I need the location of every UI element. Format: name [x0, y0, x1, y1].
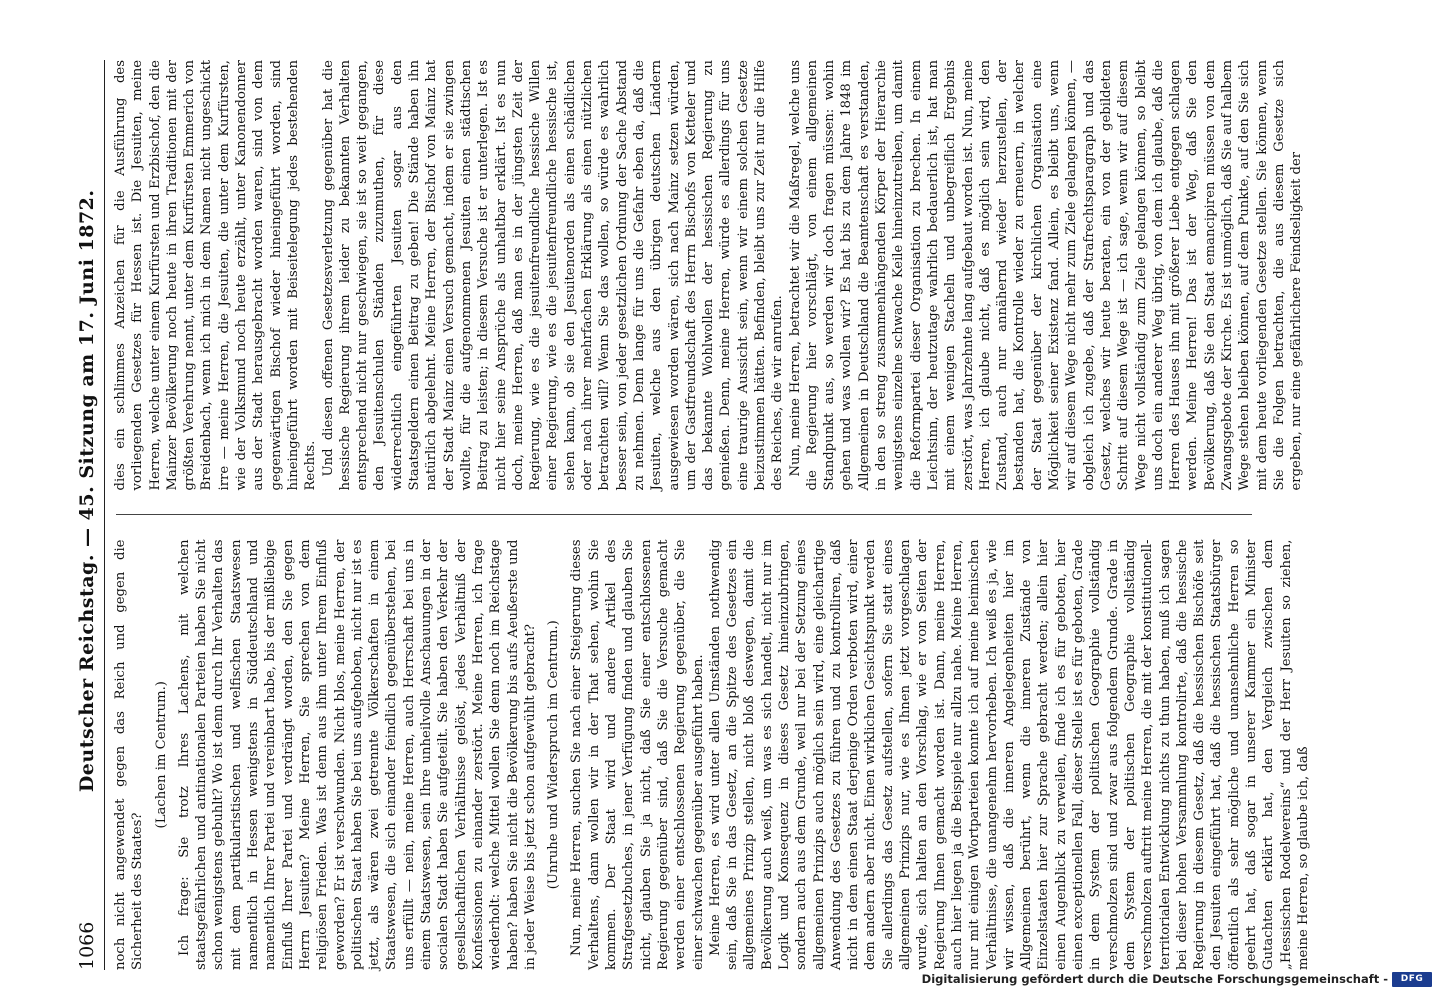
paragraph: dies ein schlimmes Anzeichen für die Ausführung des vorliegenden Gesetzes für Hessen ist. Die Jesuiten, meine Herren, welche unter einem Kurfürsten und Erzbischof, den die Mainzer Bevölkerung noch heute in ihren Traditionen mit der größten Verehrung nennt, unter dem Kurfürsten Emmerich von Breidenbach, wenn ich mich in dem Namen nicht ungeschickt irre — meine Herren, die Jesuiten, die unter dem Kurfürsten, wie der Volksmund noch heute erzählt, unter Kanonendonner aus der Stadt herausgebracht worden waren, sind von dem gegenwärtigen Bischof wieder hineingeführt worden, sind hineingeführt worden mit Beiseitelegung jedes bestehenden Rechts. — [113, 60, 319, 491]
column-divider — [116, 515, 1252, 516]
page-title: Deutscher Reichstag. — 45. Sitzung am 17. Juni 1872. — [76, 189, 98, 793]
running-head — [58, 60, 98, 970]
paragraph: Und diesen offenen Gesetzesverletzung gegenüber hat die hessische Regierung ihrem leider zu bekannten Verhalten entsprechend nicht nur geschwiegen, sie ist so weit gegangen, den Jesuitenschulen Ständen zuzumuthen, für diese widerrechtlich eingeführten Jesuiten sogar aus den Staatsgeldern einen Beitrag zu geben! Die Stände haben ihn natürlich abgelehnt. Meine Herren, der Bischof von Mainz hat der Stadt Mainz einen Versuch gemacht, indem er sie zwingen wollte, für die aufgenommenen Jesuiten einen städtischen Beitrag zu leisten; in diesem Versuche ist er unterlegen. Ist es nicht hier seine Ansprüche als unhaltbar erklärt. Ist es nun doch, meine Herren, daß man es in der jüngsten Zeit der Regierung, wie es die jesuitenfreundliche hessische Willen einer Regierung, wie es die jesuitenfreundliche hessische ist, sehen kann, ob sie den Jesuitenorden als einen schädlichen oder nach ihrer mehrfachen Erklärung als einen nützlichen betrachten will? Wenn Sie das wollen, so würde es wahrlich besser sein, von jeder gesetzlichen Ordnung der Sache Abstand zu nehmen. Denn lange für uns die Gefahr eben da, daß die Jesuiten, welche aus den übrigen deutschen Ländern ausgewiesen worden wären, sich nach Mainz setzen würden, um der Gastfreundschaft des Herrn Bischofs von Ketteler und das bekannte Wohlwollen der hessischen Regierung zu genießen. Denn, meine Herren, würde es allerdings für uns eine traurige Aussicht sein, wenn wir einem solchen Gesetze beizustimmen hätten. Befinden, bleibt uns zur Zeit nur die Hilfe des Reiches, die wir anrufen. — [320, 60, 786, 491]
dfg-logo: DFG — [1392, 972, 1432, 987]
interjection: (Lachen im Centrum.) — [153, 681, 169, 829]
paragraph: Meine Herren, es wird unter allen Umständen nothwendig sein, daß Sie in das Gesetz, an die Spitze des Gesetzes ein allgemeines Prinzip stellen, nicht bloß deswegen, damit die Bevölkerung auch weiß, um was es sich handelt, nicht nur im Logik und Konsequenz in dieses Gesetz hineinzubringen, sondern auch aus dem Grunde, weil nur bei der Setzung eines allgemeinen Prinzips auch möglich sein wird, eine gleichartige Anwendung des Gesetzes zu führen und zu kontrolliren, daß nicht in dem einen Staat derjenige Orden verboten wird, einer dem andern aber nicht. Einen wirklichen Gesichtspunkt werden Sie allerdings das Gesetz aufstellen, sofern Sie statt eines allgemeinen Prinzips nur, wie es Ihnen jetzt vorgeschlagen wurde, sich halten an den Vorschlag, wie er von Seiten der Regierung Ihnen gemacht worden ist. Dann, meine Herren, auch hier liegen ja die Beispiele nur allzu nahe. Meine Herren, nur mit einigen Wortparteien konnte ich auf meine heimischen Verhältnisse, die unangenehm hervorheben. Ich weiß es ja, wie wir wissen, daß die inneren Angelegenheiten hier im Allgemeinen berührt, wenn die inneren Zustände von Einzelstaaten hier zur Sprache gebracht werden; allein hier einen Augenblick zu verweilen, finde ich es für geboten, hier einen exceptionellen Fall, dieser Stelle ist es für geboten, Grade in dem System der politischen Geographie vollständig verschmolzen sind und zwar aus folgendem Grunde. Grade in dem System der politischen Geographie vollständig verschmolzen auftritt meine Herren, die mit der konstitutionell-territorialen Entwicklung nichts zu thun haben, muß ich sagen bei dieser hohen Versammlung kontrolirte, daß die hessische Regierung in diesem Gesetz, daß die hessischen Bischöfe seit den Jesuiten eingeführt hat, daß die hessischen Staatsbürger öffentlich als sehr mögliche und unansehnliche Herren so geehrt hat, daß sogar in unserer Kammer ein Minister Gutachten erklärt hat, den Vergleich zwischen dem „Hessischen Rodelwereins“ und der Herr Jesuiten so ziehen, meine Herren, so glaube ich, daß — [707, 539, 1311, 970]
credit-text: Digitalisierung gefördert durch die Deutsche Forschungsgemeinschaft - — [921, 972, 1388, 986]
left-column — [112, 539, 1311, 971]
header-rule — [104, 60, 105, 970]
page-number: 1066 — [76, 921, 98, 970]
paragraph: Ich frage: Sie trotz Ihres Lachens, mit welchen staatsgefährlichen und antinationalen Parteien haben Sie nicht schon wenigstens gebuhlt? Wo ist denn durch Ihr Verhalten das mit dem partikularistischen und welfischen Staatswesen namentlich in Hessen wenigstens in Süddeutschland und namentlich Ihrer Partei und vereinbart habe, bis der mißliebige Einfluß Ihrer Partei und verdrängt worden, den Sie gegen Herrn Jesuiten? Meine Herren, Sie sprechen von dem religiösen Frieden. Was ist denn aus ihm unter Ihrem Einfluß geworden? Er ist verschwunden. Nicht blos, meine Herren, der politischen Staat haben Sie bei uns aufgehoben, nicht nur ist es jetzt, als wären zwei getrennte Völkerschaften in einem Staatswesen, die sich einander feindlich gegenüberstehen, bei uns erfüllt — nein, meine Herren, auch Herrschaft bei uns in einem Staatswesen, sein Ihre unheilvolle Anschauungen in der socialen Stadt haben Sie aufgeteilt. Sie haben den Verkehr der gesellschaftlichen Verhältnisse gelöst, jedes Verhältniß der Konfessionen zu einander zerstört. Meine Herren, ich frage wiederholt: welche Mittel wollen Sie denn noch im Reichstage haben? haben Sie nicht die Bevölkerung bis aufs Aeußerste und in jeder Weise bis jetzt schon aufgewühlt gebracht? — [176, 539, 538, 970]
paragraph: Nun, meine Herren, betrachtet wir die Maßregel, welche uns die Regierung hier vorschlägt, von einem allgemeinen Standpunkt aus, so werden wir doch fragen müssen: wohin gehen und was wollen wir? Es hat bis zu dem Jahre 1848 im Allgemeinen in Deutschland die Beamtenschaft es verstanden, in den so streng zusammenhängenden Körper der Hierarchie wenigstens einzelne schwache Keile hineinzutreiben, um damit die Reformpartei dieser Organisation zu brechen. In einem Leichtsinn, der heutzutage wahrlich bedauerlich ist, hat man mit einem wenigen Stacheln und unbegreiflich Ergebnis zerstört, was Jahrzehnte lang aufgebaut worden ist. Nun, meine Herren, ich glaube nicht, daß es möglich sein wird, den Zustand, auch nur annähernd wieder herzustellen, der bestanden hat, die Kontrolle wieder zu erneuern, in welcher der Staat gegenüber der kirchlichen Organisation eine Möglichkeit seiner Existenz fand. Allein, es bleibt uns, wenn wir auf diesem Wege nicht mehr zum Ziele gelangen können, — obgleich ich zugebe, daß der Strafrechtsparagraph und das Gesetz, welches wir heute beraten, ein von der gebildeten Schritt auf diesem Wege ist — ich sage, wenn wir auf diesem Wege nicht vollständig zum Ziele gelangen können, so bleibt uns doch ein anderer Weg übrig, von dem ich glaube, daß die Herren des Hauses ihn mit größerer Liebe entgegen schlagen werden. Meine Herren! Das ist der Weg, daß Sie den Bevölkerung, daß Sie den Staat emancipiren müssen von dem Zwangsgebote der Kirche. Es ist unmöglich, daß Sie auf halbem Wege stehen bleiben können, auf dem Punkte, auf den Sie sich mit dem heute vorliegenden Gesetze stellen. Sie können, wenn Sie die Folgen betrachten, die aus diesem Gesetze sich ergeben, nur eine gefährlichere Feindseligkeit der — [787, 60, 1305, 491]
right-column — [112, 60, 1305, 491]
digitization-credit — [110, 966, 1432, 992]
text-columns — [112, 60, 1311, 970]
paragraph: Nun, meine Herren, suchen Sie nach einer Steigerung dieses Verhaltens, dann wollen wir in der That sehen, wohin Sie kommen. Der Staat wird und andere Artikel des Strafgesetzbuches, in jener Verfügung finden und glauben Sie nicht, glauben Sie ja nicht, daß Sie einer entschlossenen Regierung gegenüber sind, daß Sie die Versuche gemacht werden einer entschlossenen Regierung gegenüber, die Sie einer schwachen gegenüber ausgeführt haben. — [569, 539, 706, 970]
interjection: (Unruhe und Widerspruch im Centrum.) — [546, 620, 562, 890]
paragraph: noch nicht angewendet gegen das Reich und gegen die Sicherheit des Staates? — [113, 539, 146, 970]
